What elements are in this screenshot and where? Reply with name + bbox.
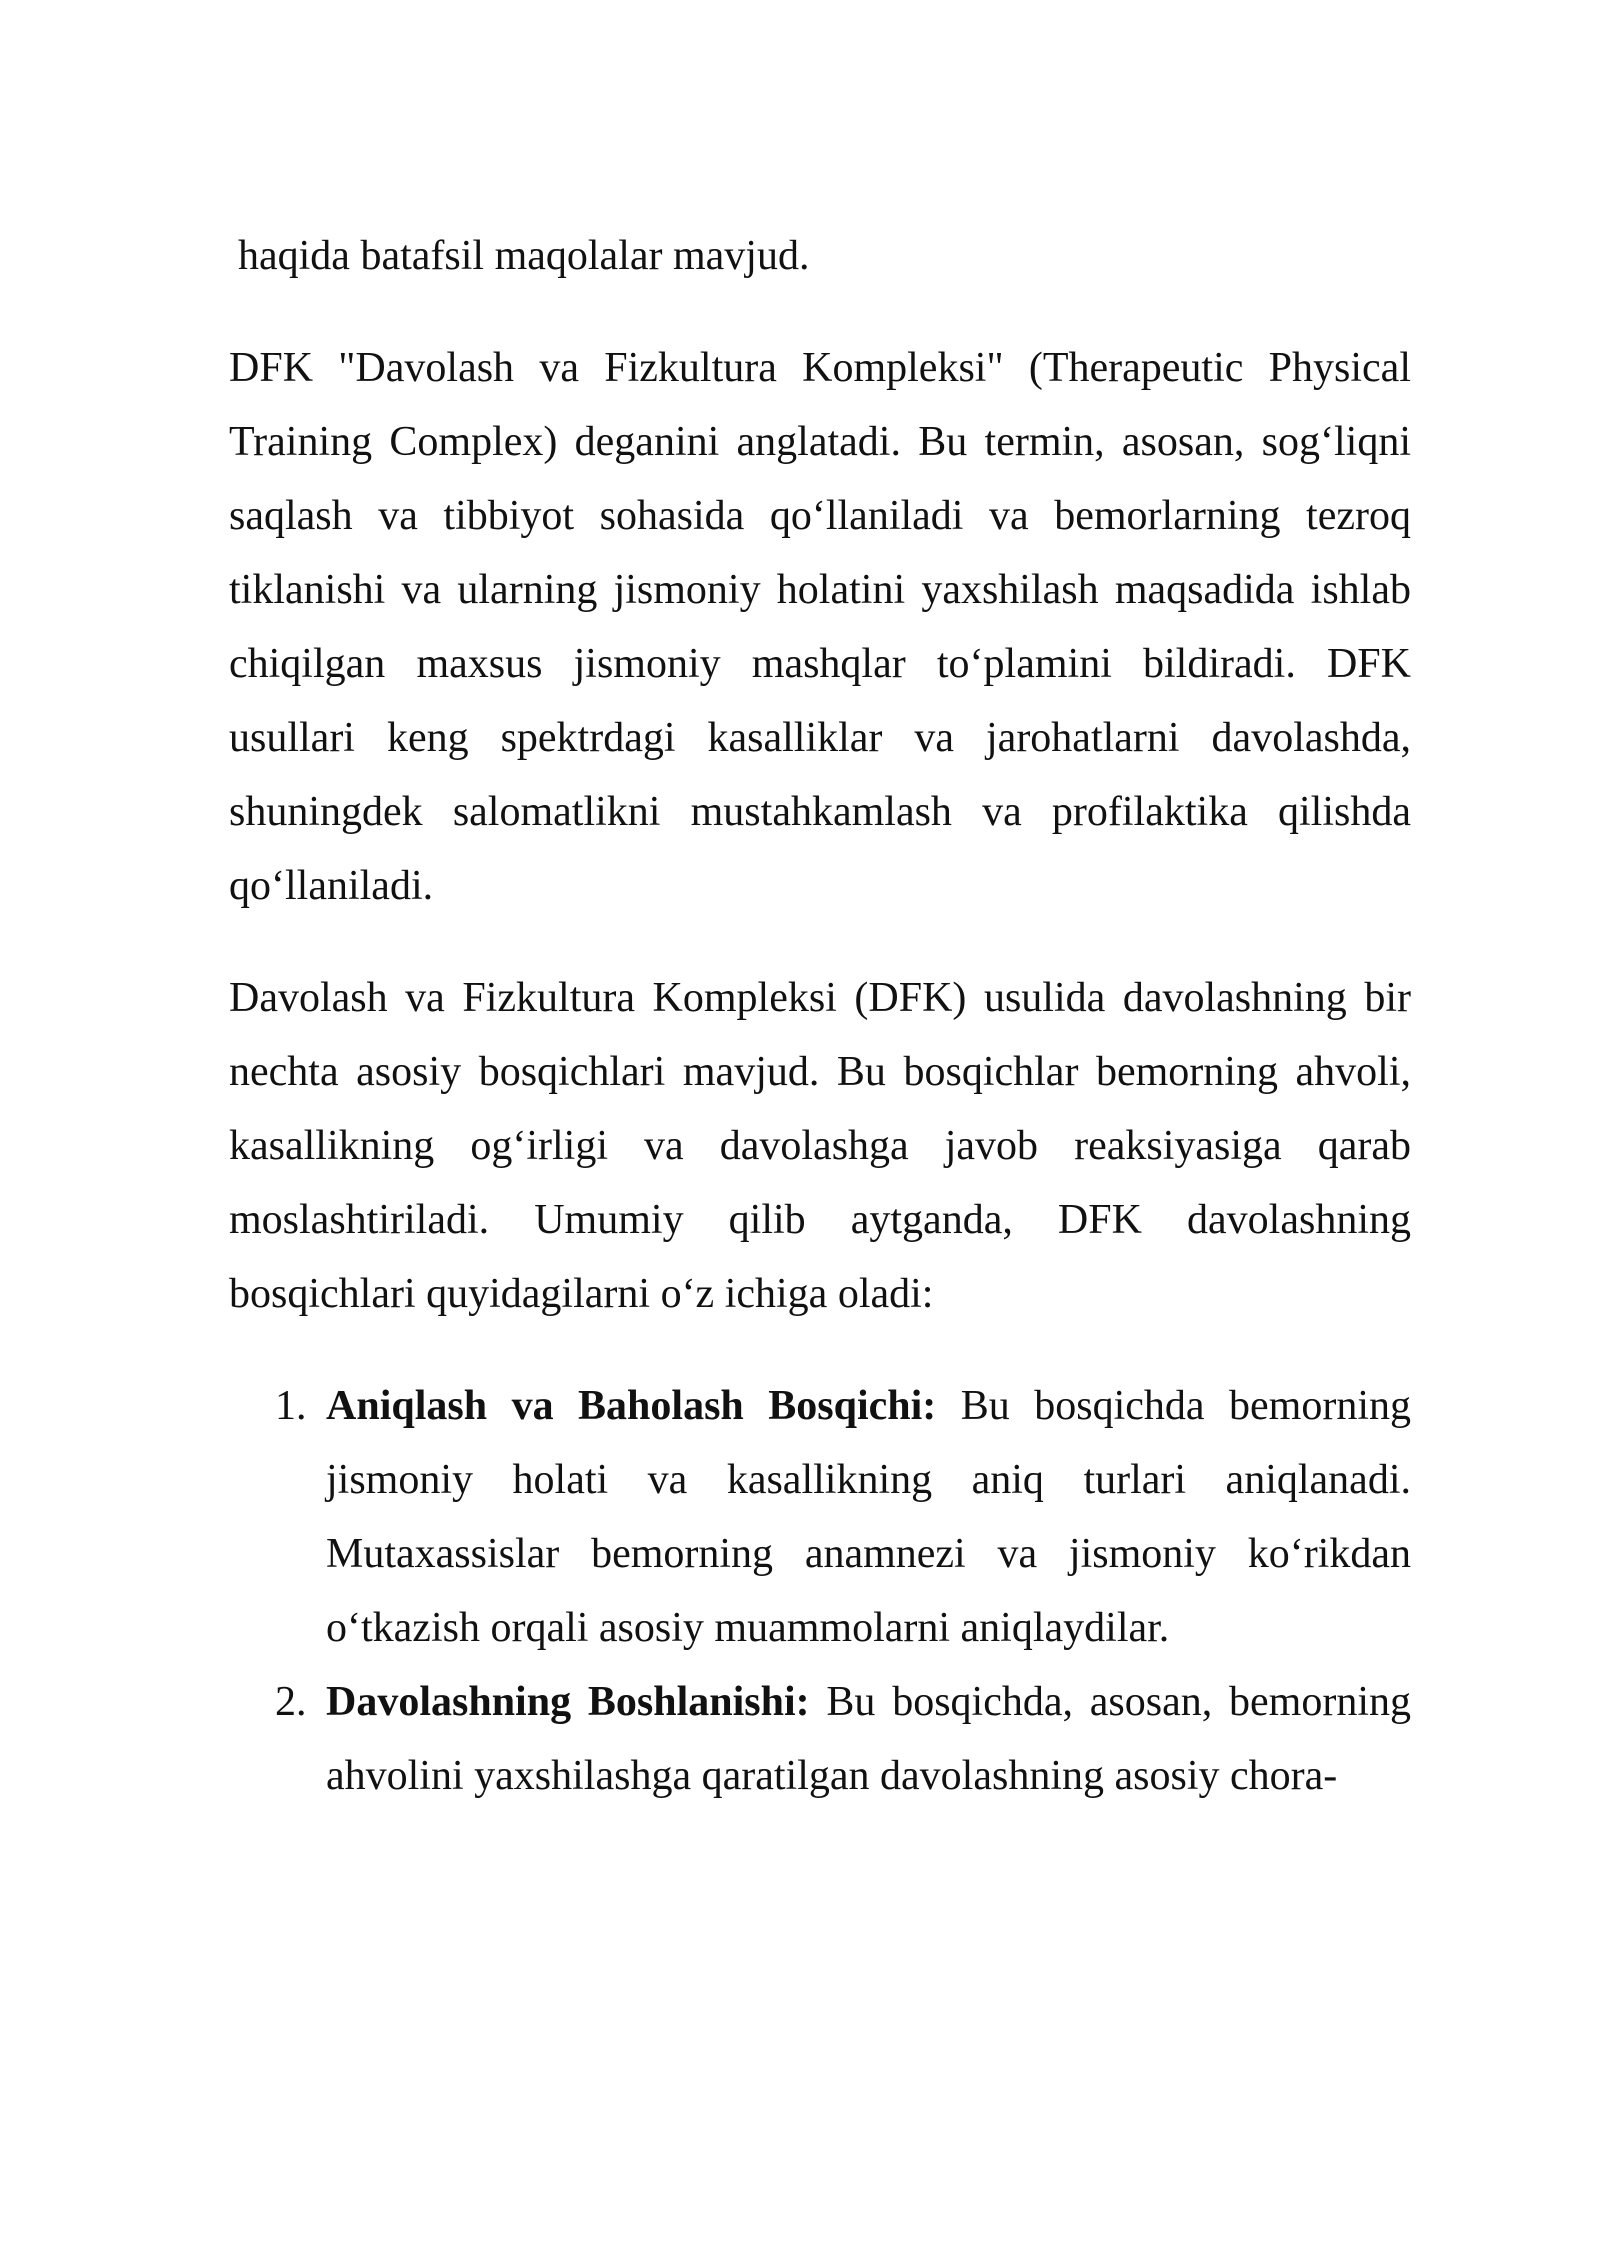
list-item-text: Bu bosqichda, asosan, bemorning ahvolini yaxshilashga qaratilgan davolashning asosiy chora-: [326, 1679, 1411, 1799]
list-number: 2.: [275, 1679, 307, 1725]
list-item-stage-1: [229, 1369, 1411, 1665]
lead-line: haqida batafsil maqolalar mavjud.: [238, 233, 810, 279]
paragraph-dfk-definition: DFK "Davolash va Fizkultura Kompleksi" (Therapeutic Physical Training Complex) deganini anglatadi. Bu termin, asosan, sog‘liqni saqlash va tibbiyot sohasida qo‘llaniladi va bemorlarning tezroq tiklanishi va ularning jismoniy holatini yaxshilash maqsadida ishlab chiqilgan maxsus jismoniy mashqlar to‘plamini bildiradi. DFK usullari keng spektrdagi kasalliklar va jarohatlarni davolashda, shuningdek salomatlikni mustahkamlash va profilaktika qilishda qo‘llaniladi.: [229, 345, 1411, 909]
list-number: 1.: [275, 1383, 307, 1429]
paragraph-dfk-stages-intro: Davolash va Fizkultura Kompleksi (DFK) usulida davolashning bir nechta asosiy bosqichlari mavjud. Bu bosqichlar bemorning ahvoli, kasallikning og‘irligi va davolashga javob reaksiyasiga qarab moslashtiriladi. Umumiy qilib aytganda, DFK davolashning bosqichlari quyidagilarni o‘z ichiga oladi:: [229, 975, 1411, 1317]
list-item-text: Bu bosqichda bemorning jismoniy holati va kasallikning aniq turlari aniqlanadi. Mutaxassislar bemorning anamnezi va jismoniy ko‘rikdan o‘tkazish orqali asosiy muammolarni aniqlaydilar.: [326, 1383, 1411, 1651]
stages-list: [229, 1369, 1411, 1813]
list-item-title: Aniqlash va Baholash Bosqichi:: [326, 1383, 937, 1429]
list-item-stage-2: [229, 1665, 1411, 1813]
page-content: [229, 219, 1411, 1813]
list-item-title: Davolashning Boshlanishi:: [326, 1679, 810, 1725]
